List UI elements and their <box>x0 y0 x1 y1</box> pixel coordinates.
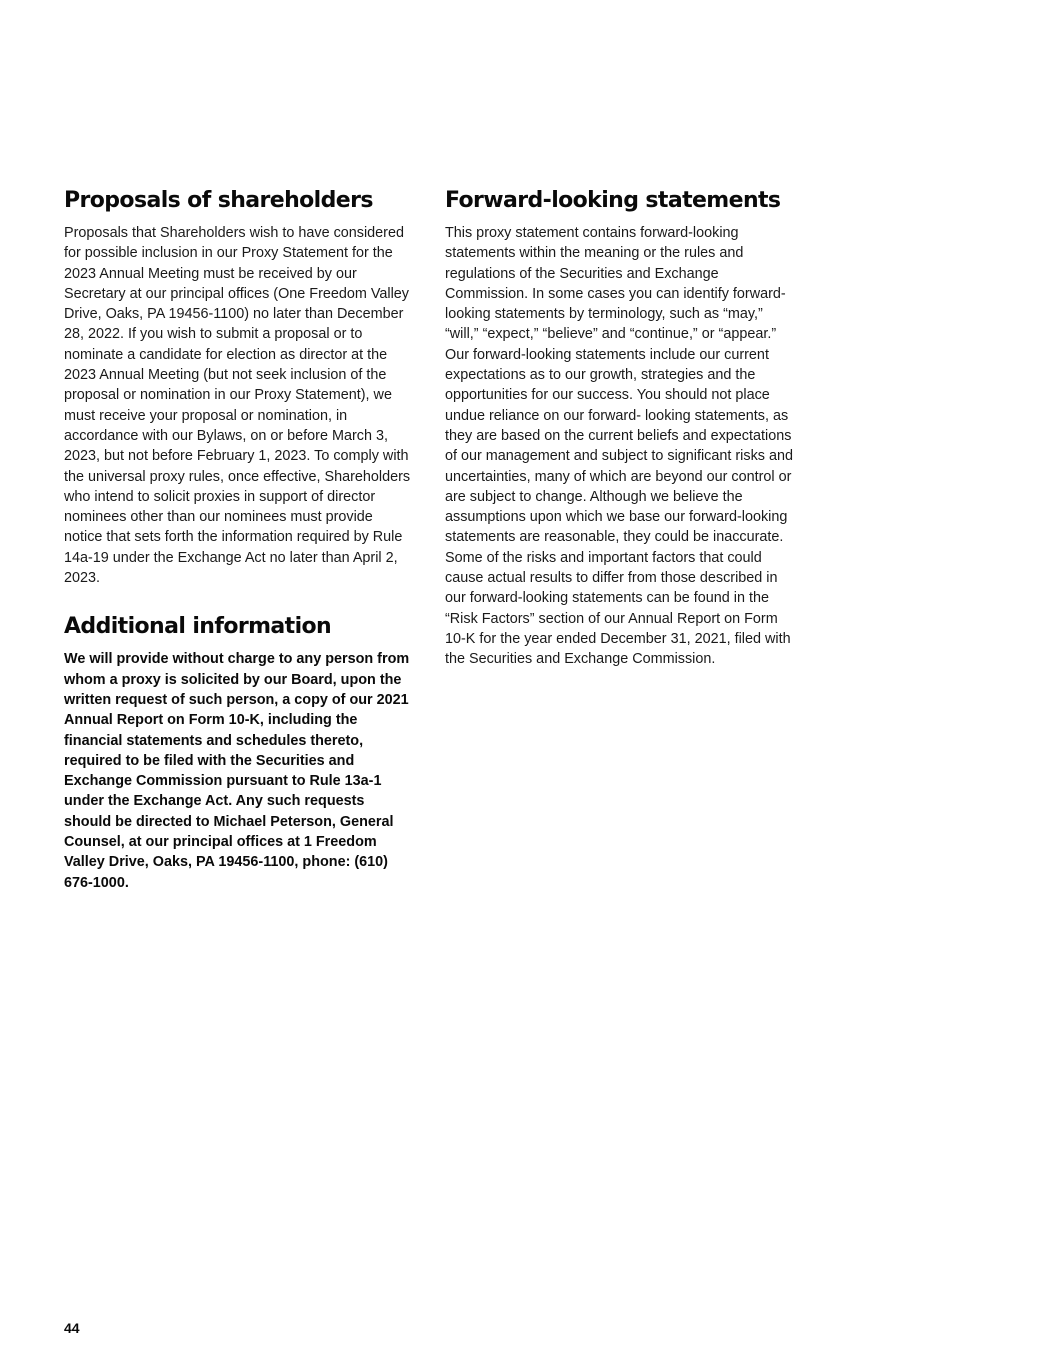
additional-information-heading: Additional information <box>64 614 332 640</box>
forward-looking-section <box>445 186 795 670</box>
additional-information-section <box>64 612 414 893</box>
proposals-heading: Proposals of shareholders <box>64 188 373 213</box>
page-number: 44 <box>64 1320 80 1336</box>
additional-information-body: We will provide without charge to any person from whom a proxy is solicited by our Board, upon the written request of such person, a copy of our 2021 Annual Report on Form 10-K, including the financial statements and schedules thereto, required to be filed with the Securities and Exchange Commission pursuant to Rule 13a-1 under the Exchange Act. Any such requests should be directed to Michael Peterson, General Counsel, at our principal offices at 1 Freedom Valley Drive, Oaks, PA 19456-1100, phone: (610) 676-1000. <box>64 651 410 891</box>
section-spacer <box>64 588 414 612</box>
forward-looking-body: This proxy statement contains forward-looking statements within the meaning or the rules and regulations of the Securities and Exchange Commission. In some cases you can identify forward- looking statements by terminology, such as “may,” “will,” “expect,” “believe” and “continue,” or “appear.” Our forward-looking statements include our current expectations as to our growth, strategies and the opportunities for our success. You should not place undue reliance on our forward- looking statements, as they are based on the current beliefs and expectations of our management and subject to significant risks and uncertainties, many of which are beyond our control or are subject to change. Although we believe the assumptions upon which we base our forward-looking statements are reasonable, they could be inaccurate. Some of the risks and important factors that could cause actual results to differ from those described in our forward-looking statements can be found in the “Risk Factors” section of our Annual Report on Form 10-K for the year ended December 31, 2021, filed with the Securities and Exchange Commission. <box>445 225 793 668</box>
proposals-body: Proposals that Shareholders wish to have considered for possible inclusion in our Proxy Statement for the 2023 Annual Meeting must be received by our Secretary at our principal offices (One Freedom Valley Drive, Oaks, PA 19456-1100) no later than December 28, 2022. If you wish to submit a proposal or to nominate a candidate for election as director at the 2023 Annual Meeting (but not seek inclusion of the proposal or nomination in our Proxy Statement), we must receive your proposal or nomination, in accordance with our Bylaws, on or before March 3, 2023, but not before February 1, 2023. To comply with the universal proxy rules, once effective, Shareholders who intend to solicit proxies in support of director nominees other than our nominees must provide notice that sets forth the information required by Rule 14a-19 under the Exchange Act no later than April 2, 2023. <box>64 225 411 587</box>
left-column <box>64 186 414 893</box>
right-column <box>445 186 795 670</box>
proposals-section <box>64 186 414 588</box>
forward-looking-heading: Forward-looking statements <box>445 188 781 213</box>
